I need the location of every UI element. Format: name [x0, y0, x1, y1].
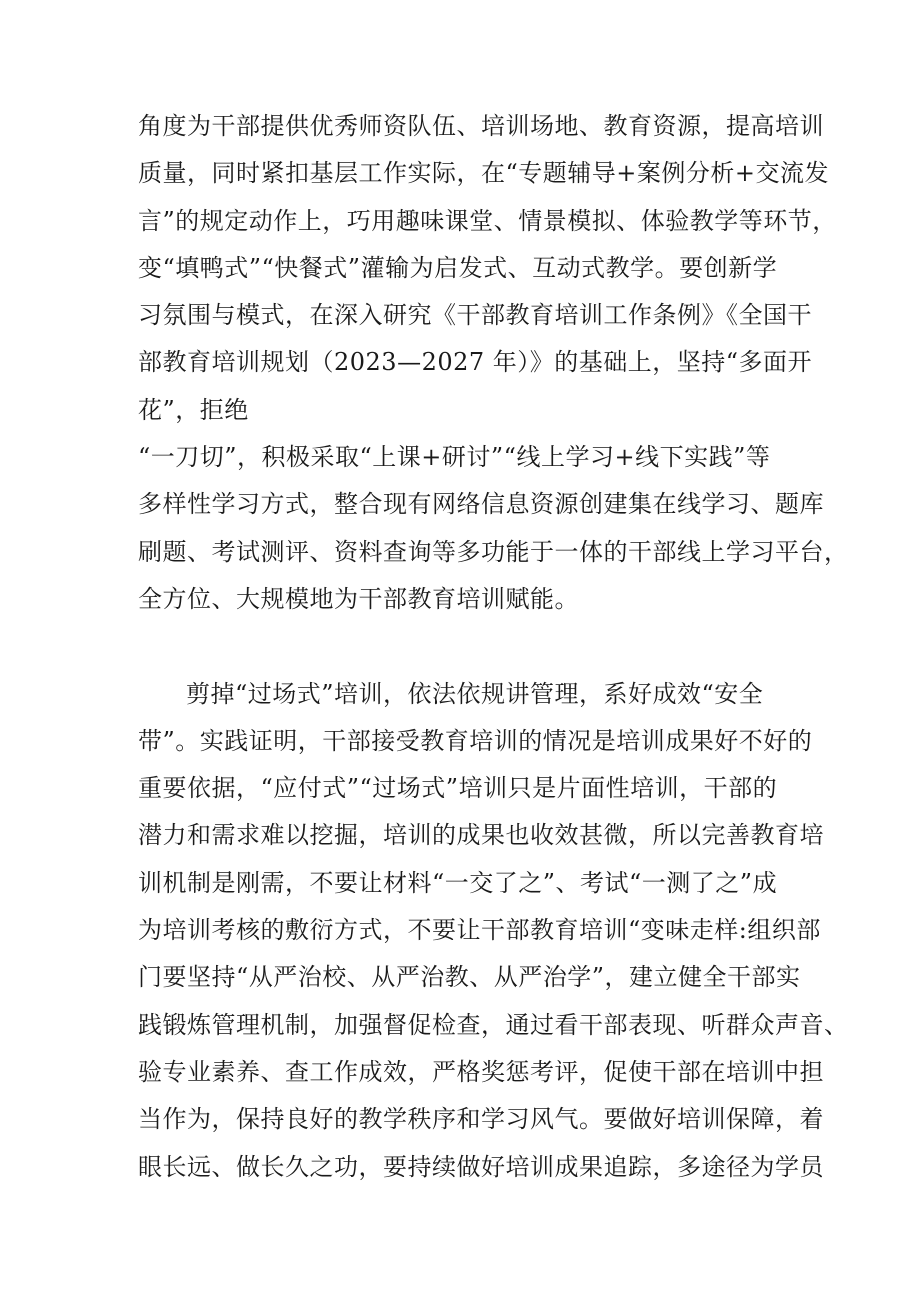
text-line: 全方位、大规模地为干部教育培训赋能。	[138, 584, 579, 613]
text-line: 验专业素养、查工作成效，严格奖惩考评，促使干部在培训中担	[138, 1057, 824, 1086]
text-line: “一刀切”，积极采取“上课+研讨”“线上学习+线下实践”等	[138, 443, 771, 472]
text-line: 潜力和需求难以挖掘，培训的成果也收效甚微，所以完善教育培	[138, 821, 824, 850]
text-line: 部教育培训规划（2023—2027 年）》的基础上，坚持“多面开	[138, 348, 813, 377]
paragraph-gap	[138, 623, 838, 670]
text-line: 当作为，保持良好的教学秩序和学习风气。要做好培训保障，着	[138, 1105, 824, 1134]
text-line: 刷题、考试测评、资料查询等多功能于一体的干部线上学习平台，	[138, 537, 849, 566]
text-line: 变“填鸭式”“快餐式”灌输为启发式、互动式教学。要创新学	[138, 253, 778, 282]
text-line: 花”，拒绝	[138, 395, 249, 424]
text-line: 言”的规定动作上，巧用趣味课堂、情景模拟、体验教学等环节，	[138, 206, 837, 235]
paragraph-first-line: 剪掉“过场式”培训，依法依规讲管理，系好成效“安全	[186, 679, 764, 708]
text-line: 训机制是刚需，不要让材料“一交了之”、考试“一测了之”成	[138, 868, 778, 897]
text-line: 质量，同时紧扣基层工作实际，在“专题辅导+案例分析+交流发	[138, 159, 829, 188]
document-body	[138, 103, 849, 1191]
text-line: 门要坚持“从严治校、从严治教、从严治学”，建立健全干部实	[138, 963, 801, 992]
text-line: 多样性学习方式，整合现有网络信息资源创建集在线学习、题库	[138, 490, 824, 519]
text-line: 践锻炼管理机制，加强督促检查，通过看干部表现、听群众声音、	[138, 1010, 849, 1039]
text-line: 带”。实践证明，干部接受教育培训的情况是培训成果好不好的	[138, 726, 813, 755]
text-line: 眼长远、做长久之功，要持续做好培训成果追踪，多途径为学员	[138, 1152, 824, 1181]
text-line: 为培训考核的敷衍方式，不要让干部教育培训“变味走样:组织部	[138, 916, 821, 945]
text-line: 重要依据，“应付式”“过场式”培训只是片面性培训，干部的	[138, 774, 778, 803]
text-line: 角度为干部提供优秀师资队伍、培训场地、教育资源，提高培训	[138, 112, 824, 140]
text-line: 习氛围与模式，在深入研究《干部教育培训工作条例》《全国干	[138, 301, 812, 330]
